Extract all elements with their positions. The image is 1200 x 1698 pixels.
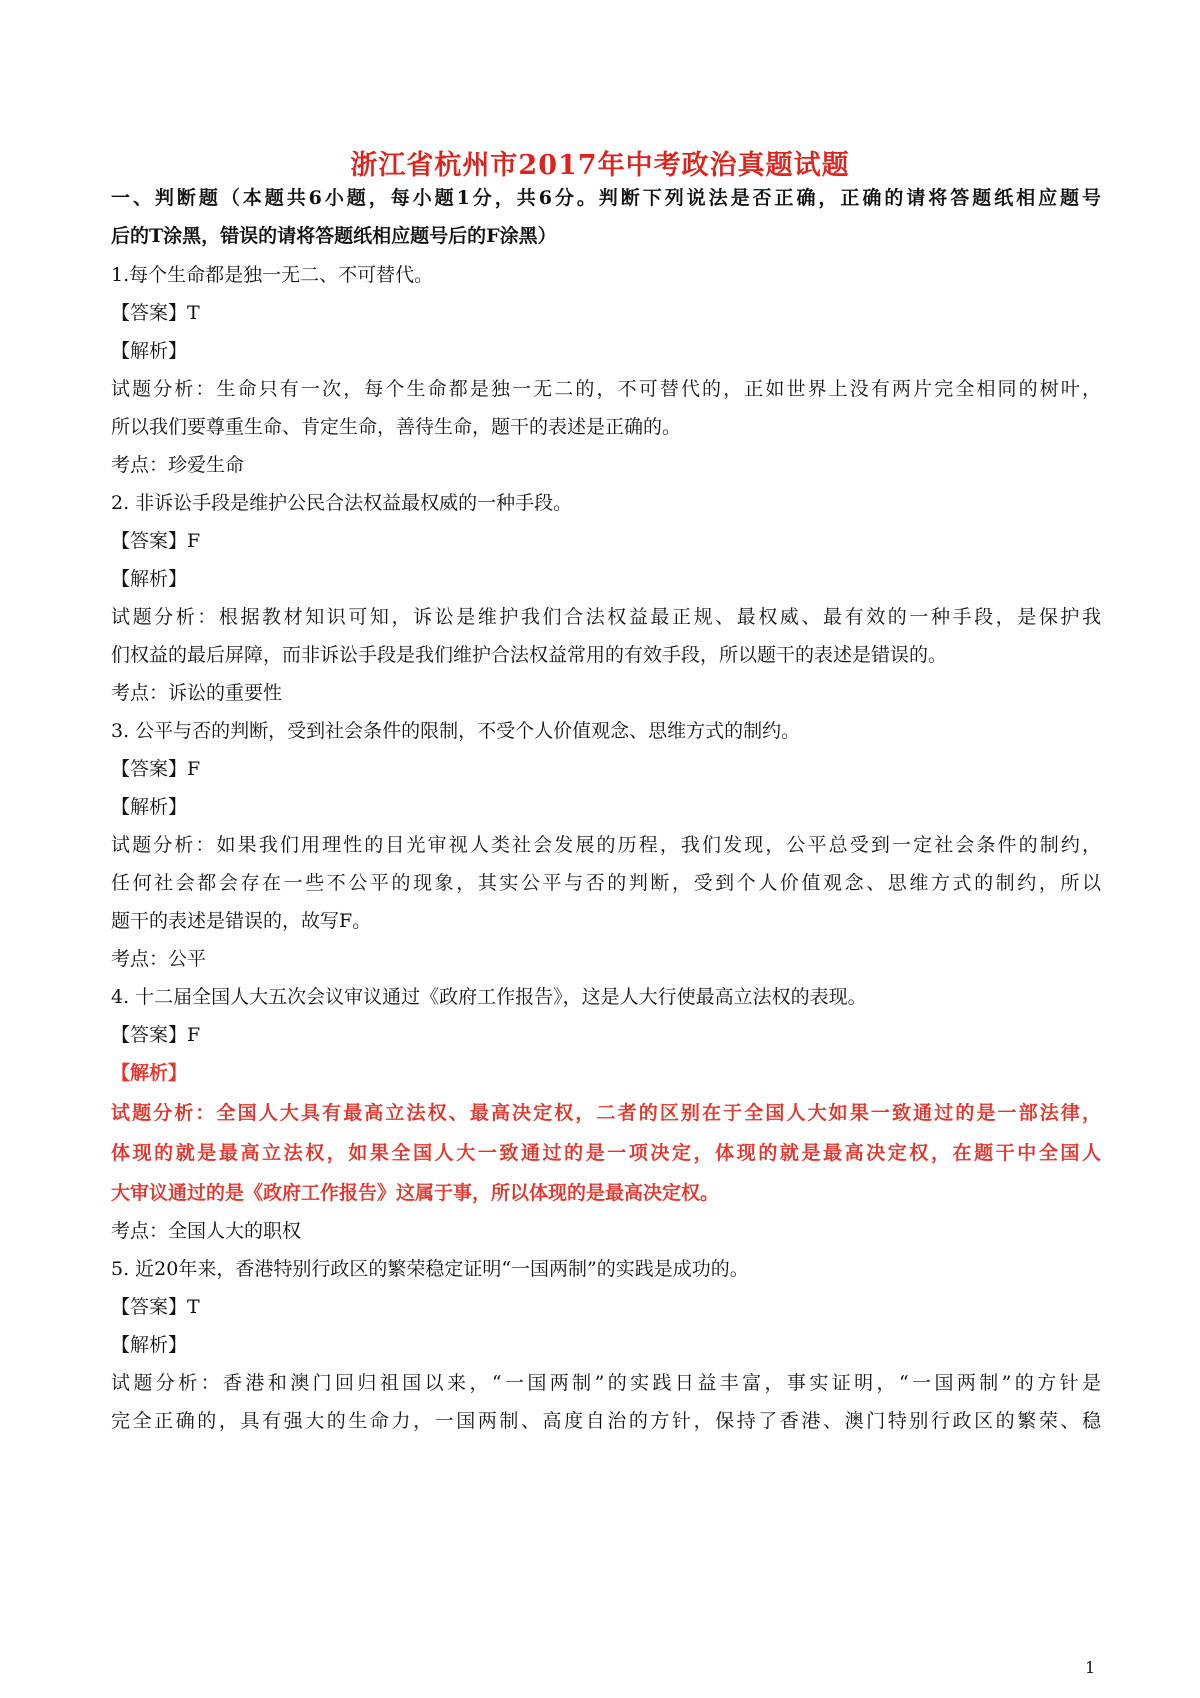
question-4-analysis-line: 试题分析：全国人大具有最高立法权、最高决定权，二者的区别在于全国人大如果一致通过的是一部法律， — [111, 1102, 1101, 1124]
question-2-answer: 【答案】F — [111, 530, 201, 552]
question-1-point: 考点：珍爱生命 — [111, 454, 245, 476]
question-3-analysis-label: 【解析】 — [111, 796, 188, 818]
question-4-analysis-line: 大审议通过的是《政府工作报告》这属于事，所以体现的是最高决定权。 — [111, 1182, 720, 1204]
question-3-analysis-line: 题干的表述是错误的，故写F。 — [111, 910, 372, 932]
question-1-analysis-line: 试题分析：生命只有一次，每个生命都是独一无二的，不可替代的，正如世界上没有两片完全相同的树叶， — [111, 378, 1101, 400]
question-3-stem: 3. 公平与否的判断，受到社会条件的限制，不受个人价值观念、思维方式的制约。 — [111, 720, 801, 742]
question-2-stem: 2. 非诉讼手段是维护公民合法权益最权威的一种手段。 — [111, 492, 573, 514]
question-5-stem: 5. 近20年来，香港特别行政区的繁荣稳定证明“一国两制”的实践是成功的。 — [111, 1258, 749, 1280]
section-instructions-line-2: 后的T涂黑，错误的请将答题纸相应题号后的F涂黑） — [111, 225, 557, 247]
question-1-stem: 1.每个生命都是独一无二、不可替代。 — [111, 264, 434, 286]
page-number: 1 — [1085, 1658, 1096, 1677]
question-5-answer: 【答案】T — [111, 1296, 200, 1318]
question-4-stem: 4. 十二届全国人大五次会议审议通过《政府工作报告》，这是人大行使最高立法权的表现。 — [111, 986, 867, 1008]
question-3-answer: 【答案】F — [111, 758, 201, 780]
question-4-point: 考点：全国人大的职权 — [111, 1220, 302, 1242]
question-2-analysis-label: 【解析】 — [111, 568, 188, 590]
question-1-analysis-line: 所以我们要尊重生命、肯定生命，善待生命，题干的表述是正确的。 — [111, 416, 682, 438]
question-3-analysis-line: 任何社会都会存在一些不公平的现象，其实公平与否的判断，受到个人价值观念、思维方式的制约，所以 — [111, 872, 1101, 894]
question-1-answer: 【答案】T — [111, 302, 200, 324]
question-2-analysis-line: 试题分析：根据教材知识可知，诉讼是维护我们合法权益最正规、最权威、最有效的一种手段，是保护我 — [111, 606, 1101, 628]
section-instructions-line-1: 一、判断题（本题共6小题，每小题1分，共6分。判断下列说法是否正确，正确的请将答题纸相应题号 — [111, 187, 1101, 209]
question-3-analysis-line: 试题分析：如果我们用理性的目光审视人类社会发展的历程，我们发现，公平总受到一定社会条件的制约， — [111, 834, 1101, 856]
question-1-analysis-label: 【解析】 — [111, 340, 188, 362]
page-title: 浙江省杭州市2017年中考政治真题试题 — [350, 150, 850, 181]
question-2-point: 考点：诉讼的重要性 — [111, 682, 283, 704]
question-5-analysis-line: 完全正确的，具有强大的生命力，一国两制、高度自治的方针，保持了香港、澳门特别行政区的繁荣、稳 — [111, 1410, 1101, 1432]
question-3-point: 考点：公平 — [111, 948, 207, 970]
question-5-analysis-label: 【解析】 — [111, 1334, 188, 1356]
question-2-analysis-line: 们权益的最后屏障，而非诉讼手段是我们维护合法权益常用的有效手段，所以题干的表述是错误的。 — [111, 644, 948, 666]
question-4-analysis-label: 【解析】 — [111, 1062, 188, 1084]
question-4-answer: 【答案】F — [111, 1024, 201, 1046]
question-4-analysis-line: 体现的就是最高立法权，如果全国人大一致通过的是一项决定，体现的就是最高决定权，在题干中全国人 — [111, 1142, 1101, 1164]
question-5-analysis-line: 试题分析：香港和澳门回归祖国以来，“一国两制”的实践日益丰富，事实证明，“一国两制”的方针是 — [111, 1372, 1101, 1394]
